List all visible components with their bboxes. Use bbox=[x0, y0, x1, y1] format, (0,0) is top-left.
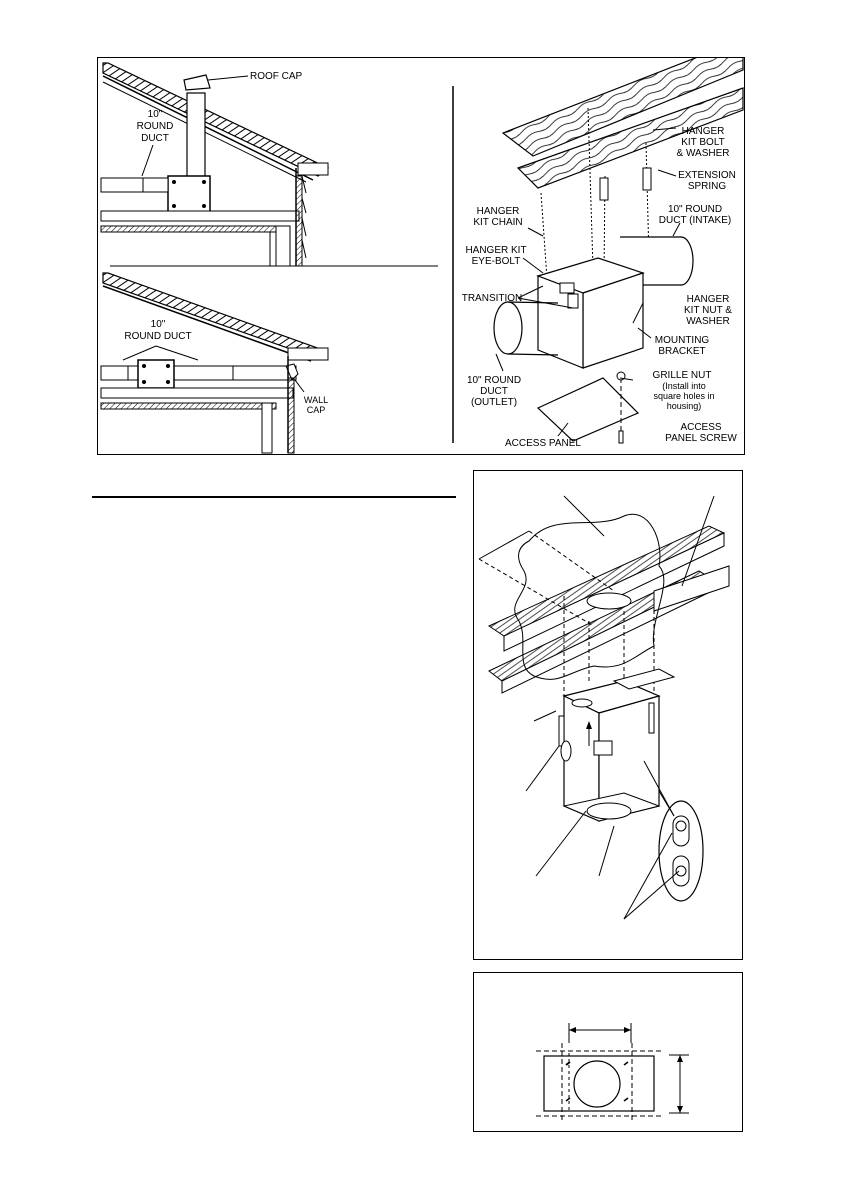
extension-spring-label-1: EXTENSION bbox=[678, 170, 736, 181]
round-duct-label-1: 10" bbox=[147, 109, 163, 120]
hanger-bolt-label-1: HANGER bbox=[681, 126, 725, 137]
wall-cap-label-1: WALL bbox=[303, 395, 329, 405]
section-heading-rule bbox=[92, 496, 456, 498]
grille-nut-label-2: (Install into bbox=[662, 381, 706, 391]
mounting-template-svg bbox=[474, 973, 744, 1133]
extension-spring-label-2: SPRING bbox=[687, 181, 727, 192]
installation-figure-svg bbox=[98, 58, 746, 456]
hanger-chain-label-2: KIT CHAIN bbox=[473, 217, 523, 228]
wall-duct-label-2: ROUND DUCT bbox=[124, 331, 192, 342]
grille-nut-label-4: housing) bbox=[666, 401, 702, 411]
eye-bolt-label-2: EYE-BOLT bbox=[471, 256, 521, 267]
joist-mounting-svg bbox=[474, 471, 744, 961]
wall-duct-label-1: 10" bbox=[150, 319, 166, 330]
eye-bolt-label-1: HANGER KIT bbox=[465, 245, 527, 256]
access-panel-screw-label-1: ACCESS bbox=[680, 422, 722, 433]
grille-nut-label-3: square holes in bbox=[653, 391, 715, 401]
outlet-duct-label-1: 10" ROUND bbox=[466, 375, 522, 386]
hanger-bolt-label-3: & WASHER bbox=[676, 148, 730, 159]
transition-label: TRANSITION bbox=[461, 293, 523, 304]
outlet-duct-label-3: (OUTLET) bbox=[470, 397, 518, 408]
installation-figure bbox=[97, 57, 745, 455]
access-panel-screw-label-2: PANEL SCREW bbox=[665, 433, 737, 444]
intake-duct-label-2: DUCT (INTAKE) bbox=[658, 215, 732, 226]
hanger-chain-label-1: HANGER bbox=[476, 206, 520, 217]
roof-cap-label: ROOF CAP bbox=[250, 71, 303, 82]
joist-mounting-figure bbox=[473, 470, 743, 960]
mounting-bracket-label-1: MOUNTING bbox=[654, 335, 710, 346]
hanger-nut-label-2: KIT NUT & bbox=[684, 305, 732, 316]
hanger-bolt-label-2: KIT BOLT bbox=[681, 137, 725, 148]
mounting-template-figure bbox=[473, 972, 743, 1132]
mounting-bracket-label-2: BRACKET bbox=[658, 346, 706, 357]
access-panel-label: ACCESS PANEL bbox=[505, 438, 581, 449]
intake-duct-label-1: 10" ROUND bbox=[667, 204, 723, 215]
hanger-nut-label-3: WASHER bbox=[686, 316, 730, 327]
round-duct-label-3: DUCT bbox=[141, 133, 169, 144]
grille-nut-label-1: GRILLE NUT bbox=[652, 370, 712, 381]
hanger-nut-label-1: HANGER bbox=[686, 294, 730, 305]
wall-cap-label-2: CAP bbox=[306, 405, 326, 415]
round-duct-label-2: ROUND bbox=[136, 121, 174, 132]
roof-section-diagram bbox=[101, 63, 328, 266]
wall-section-diagram bbox=[101, 273, 328, 453]
outlet-duct-label-2: DUCT bbox=[480, 386, 508, 397]
